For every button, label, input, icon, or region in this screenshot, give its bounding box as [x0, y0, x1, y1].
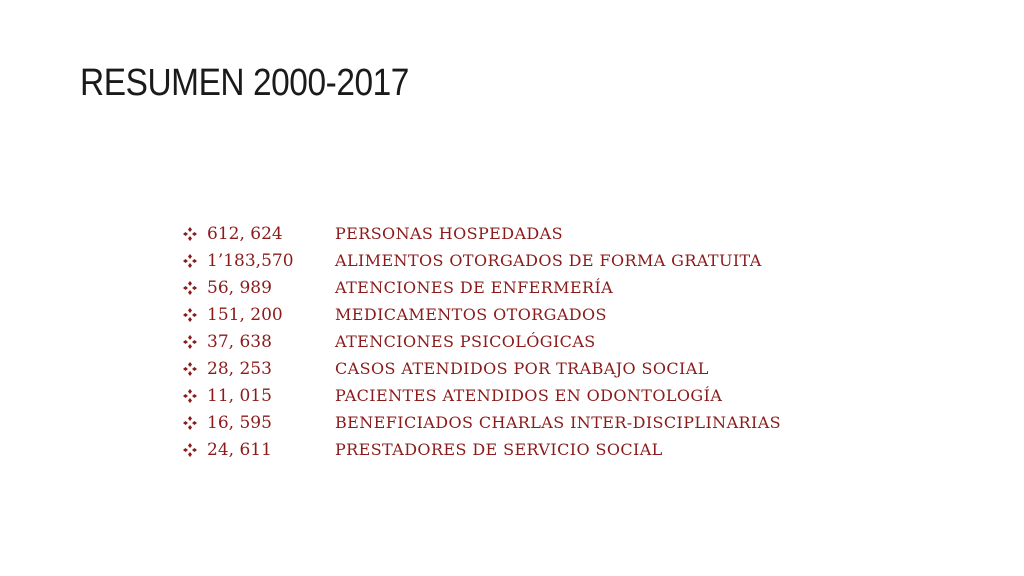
item-number: 1’183,570: [207, 250, 294, 271]
item-number: 16, 595: [207, 412, 272, 433]
diamond-quad-bullet-icon: [183, 308, 197, 322]
diamond-quad-bullet-icon: [183, 335, 197, 349]
item-label: PACIENTES ATENDIDOS EN ODONTOLOGÍA: [335, 386, 723, 405]
item-label: PRESTADORES DE SERVICIO SOCIAL: [335, 440, 663, 459]
item-label: BENEFICIADOS CHARLAS INTER-DISCIPLINARIAS: [335, 413, 782, 432]
item-label: ATENCIONES DE ENFERMERÍA: [335, 278, 614, 297]
item-label: ALIMENTOS OTORGADOS DE FORMA GRATUITA: [335, 251, 762, 270]
item-number: 151, 200: [207, 304, 283, 325]
item-number: 11, 015: [207, 385, 272, 406]
item-number: 56, 989: [207, 277, 272, 298]
diamond-quad-bullet-icon: [183, 254, 197, 268]
list-item: [183, 220, 781, 247]
item-number: 28, 253: [207, 358, 272, 379]
item-number: 37, 638: [207, 331, 272, 352]
item-number: 612, 624: [207, 223, 283, 244]
diamond-quad-bullet-icon: [183, 281, 197, 295]
diamond-quad-bullet-icon: [183, 227, 197, 241]
list-item: [183, 247, 781, 274]
list-item: [183, 274, 781, 301]
list-item: [183, 301, 781, 328]
item-number: 24, 611: [207, 439, 272, 460]
diamond-quad-bullet-icon: [183, 443, 197, 457]
slide-title: RESUMEN 2000-2017: [80, 62, 409, 104]
diamond-quad-bullet-icon: [183, 389, 197, 403]
diamond-quad-bullet-icon: [183, 362, 197, 376]
list-item: [183, 409, 781, 436]
diamond-quad-bullet-icon: [183, 416, 197, 430]
list-item: [183, 382, 781, 409]
item-label: PERSONAS HOSPEDADAS: [335, 224, 563, 243]
item-label: MEDICAMENTOS OTORGADOS: [335, 305, 607, 324]
item-label: CASOS ATENDIDOS POR TRABAJO SOCIAL: [335, 359, 709, 378]
summary-list: [183, 220, 781, 463]
item-label: ATENCIONES PSICOLÓGICAS: [335, 332, 596, 351]
list-item: [183, 436, 781, 463]
list-item: [183, 355, 781, 382]
list-item: [183, 328, 781, 355]
